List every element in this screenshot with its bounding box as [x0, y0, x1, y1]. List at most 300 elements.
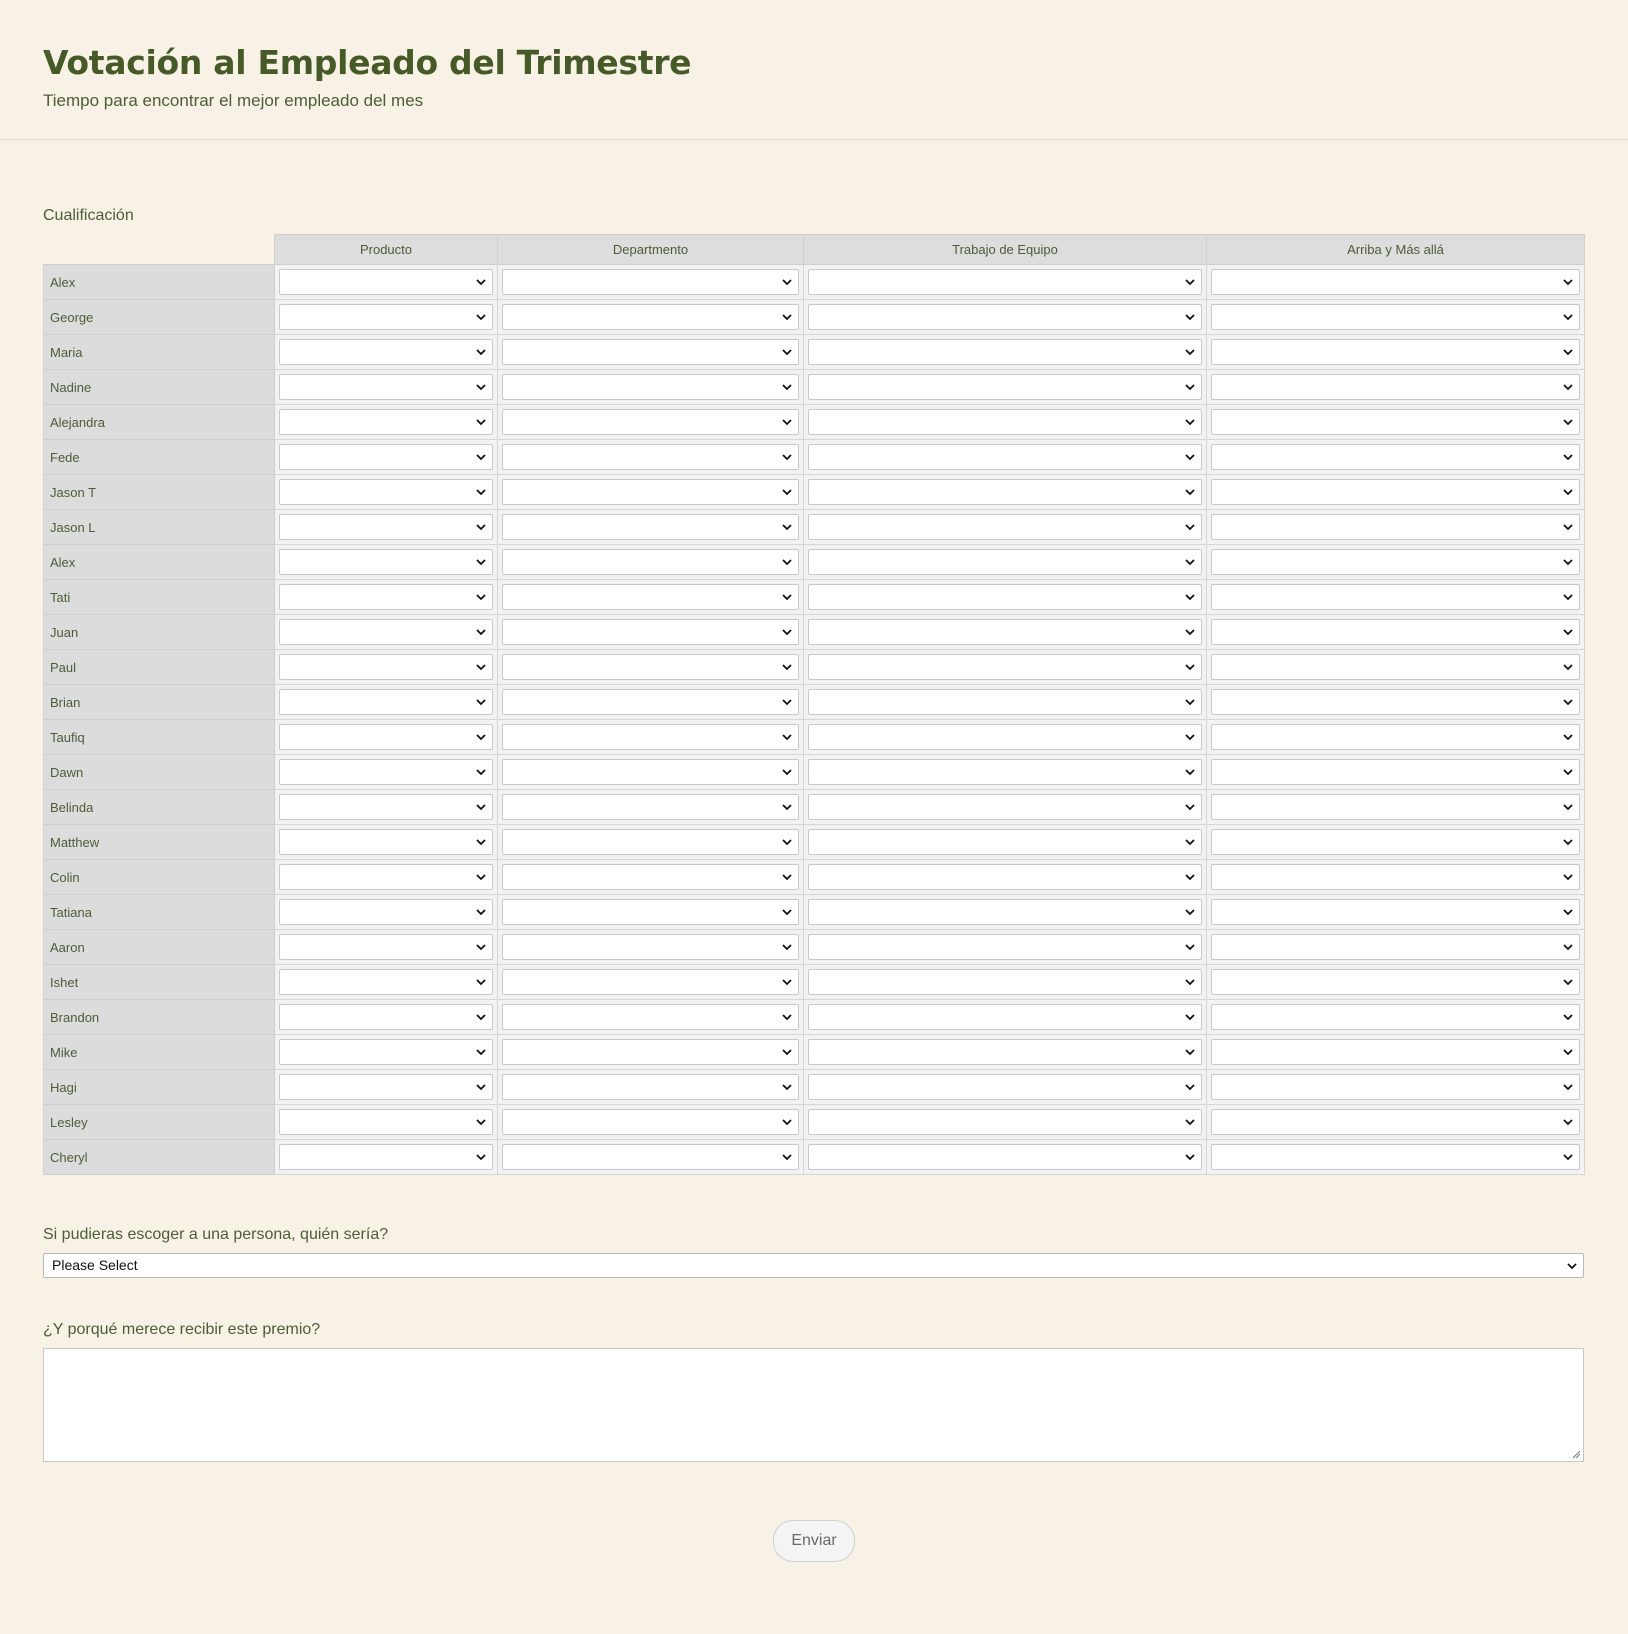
rating-select[interactable] — [1211, 864, 1580, 890]
employee-name: Brian — [44, 685, 275, 720]
rating-select[interactable] — [502, 864, 799, 890]
matrix-row — [44, 1070, 1585, 1105]
employee-name: Mike — [44, 1035, 275, 1070]
rating-select[interactable] — [279, 479, 493, 505]
rating-cell — [498, 1035, 804, 1070]
rating-select[interactable] — [502, 339, 799, 365]
resize-handle-icon[interactable] — [1572, 1450, 1581, 1459]
chevron-down-icon — [476, 1082, 486, 1092]
rating-select[interactable] — [502, 969, 799, 995]
chevron-down-icon — [1185, 662, 1195, 672]
chevron-down-icon — [476, 347, 486, 357]
rating-select[interactable] — [279, 759, 493, 785]
employee-name: Alejandra — [44, 405, 275, 440]
rating-cell — [804, 300, 1207, 335]
rating-cell — [275, 405, 498, 440]
rating-select[interactable] — [1211, 1039, 1580, 1065]
chevron-down-icon — [1563, 1082, 1573, 1092]
rating-select[interactable] — [502, 584, 799, 610]
chevron-down-icon — [782, 767, 792, 777]
chevron-down-icon — [476, 907, 486, 917]
rating-cell — [804, 405, 1207, 440]
chevron-down-icon — [1563, 662, 1573, 672]
matrix-row — [44, 300, 1585, 335]
rating-cell — [498, 475, 804, 510]
chevron-down-icon — [476, 487, 486, 497]
chevron-down-icon — [782, 837, 792, 847]
rating-select[interactable] — [808, 1144, 1202, 1170]
rating-cell — [804, 790, 1207, 825]
chevron-down-icon — [476, 557, 486, 567]
matrix-row — [44, 580, 1585, 615]
matrix-corner — [44, 235, 275, 265]
matrix-row — [44, 545, 1585, 580]
chevron-down-icon — [1563, 1117, 1573, 1127]
rating-cell — [498, 720, 804, 755]
chevron-down-icon — [476, 627, 486, 637]
rating-select[interactable] — [279, 339, 493, 365]
employee-name: Jason L — [44, 510, 275, 545]
rating-select[interactable] — [502, 689, 799, 715]
chevron-down-icon — [476, 732, 486, 742]
rating-cell — [1207, 790, 1585, 825]
chevron-down-icon — [1563, 837, 1573, 847]
rating-select[interactable] — [279, 934, 493, 960]
rating-select[interactable] — [502, 304, 799, 330]
chevron-down-icon — [1185, 592, 1195, 602]
rating-select[interactable] — [502, 1074, 799, 1100]
chevron-down-icon — [1185, 627, 1195, 637]
rating-select[interactable] — [279, 619, 493, 645]
rating-cell — [498, 370, 804, 405]
employee-name: Aaron — [44, 930, 275, 965]
rating-cell — [1207, 440, 1585, 475]
employee-name: Belinda — [44, 790, 275, 825]
rating-select[interactable] — [808, 829, 1202, 855]
rating-select[interactable] — [808, 654, 1202, 680]
rating-cell — [275, 615, 498, 650]
rating-cell — [804, 1105, 1207, 1140]
rating-select[interactable] — [279, 689, 493, 715]
rating-cell — [498, 300, 804, 335]
rating-select[interactable] — [1211, 339, 1580, 365]
chevron-down-icon — [1185, 557, 1195, 567]
chevron-down-icon — [782, 382, 792, 392]
rating-cell — [498, 860, 804, 895]
rating-select[interactable] — [502, 619, 799, 645]
matrix-row — [44, 1035, 1585, 1070]
rating-select[interactable] — [808, 514, 1202, 540]
rating-cell — [275, 720, 498, 755]
rating-cell — [1207, 1070, 1585, 1105]
chevron-down-icon — [1563, 697, 1573, 707]
chevron-down-icon — [1185, 767, 1195, 777]
rating-select[interactable] — [808, 794, 1202, 820]
rating-select[interactable] — [502, 409, 799, 435]
rating-cell — [1207, 965, 1585, 1000]
rating-cell — [275, 510, 498, 545]
matrix-row — [44, 475, 1585, 510]
matrix-row — [44, 650, 1585, 685]
chevron-down-icon — [782, 1152, 792, 1162]
rating-select[interactable] — [502, 1144, 799, 1170]
chevron-down-icon — [1563, 1047, 1573, 1057]
rating-cell — [275, 790, 498, 825]
rating-select[interactable] — [1211, 1109, 1580, 1135]
rating-select[interactable] — [1211, 759, 1580, 785]
rating-cell — [804, 895, 1207, 930]
rating-select[interactable] — [279, 829, 493, 855]
rating-select[interactable] — [502, 479, 799, 505]
rating-select[interactable] — [808, 1074, 1202, 1100]
rating-select[interactable] — [1211, 409, 1580, 435]
rating-select[interactable] — [279, 1109, 493, 1135]
rating-cell — [804, 335, 1207, 370]
rating-select[interactable] — [1211, 374, 1580, 400]
rating-cell — [1207, 650, 1585, 685]
rating-select[interactable] — [502, 899, 799, 925]
rating-cell — [275, 580, 498, 615]
chevron-down-icon — [1563, 1012, 1573, 1022]
chevron-down-icon — [1185, 907, 1195, 917]
rating-select[interactable] — [1211, 794, 1580, 820]
rating-cell — [275, 370, 498, 405]
rating-select[interactable] — [1211, 689, 1580, 715]
rating-select[interactable] — [502, 269, 799, 295]
chevron-down-icon — [782, 347, 792, 357]
rating-cell — [1207, 405, 1585, 440]
rating-cell — [275, 755, 498, 790]
rating-select[interactable] — [808, 969, 1202, 995]
chevron-down-icon — [782, 277, 792, 287]
rating-cell — [498, 615, 804, 650]
rating-select[interactable] — [279, 794, 493, 820]
rating-cell — [804, 545, 1207, 580]
chevron-down-icon — [1563, 347, 1573, 357]
rating-select[interactable] — [808, 1004, 1202, 1030]
rating-select[interactable] — [808, 1109, 1202, 1135]
rating-cell — [1207, 930, 1585, 965]
rating-cell — [1207, 685, 1585, 720]
rating-select[interactable] — [808, 864, 1202, 890]
chevron-down-icon — [782, 312, 792, 322]
rating-select[interactable] — [1211, 829, 1580, 855]
rating-select[interactable] — [279, 584, 493, 610]
chevron-down-icon — [1563, 277, 1573, 287]
rating-select[interactable] — [808, 899, 1202, 925]
chevron-down-icon — [782, 1012, 792, 1022]
rating-select[interactable] — [279, 269, 493, 295]
chevron-down-icon — [1185, 452, 1195, 462]
rating-cell — [804, 825, 1207, 860]
chevron-down-icon — [1185, 1082, 1195, 1092]
rating-cell — [275, 300, 498, 335]
rating-cell — [275, 1105, 498, 1140]
matrix-label: Cualificación — [43, 207, 134, 224]
chevron-down-icon — [476, 382, 486, 392]
employee-name: Juan — [44, 615, 275, 650]
chevron-down-icon — [782, 592, 792, 602]
rating-select[interactable] — [808, 724, 1202, 750]
rating-select[interactable] — [808, 584, 1202, 610]
chevron-down-icon — [476, 452, 486, 462]
rating-select[interactable] — [808, 479, 1202, 505]
page-subtitle: Tiempo para encontrar el mejor empleado del mes — [43, 91, 424, 110]
rating-cell — [498, 650, 804, 685]
rating-select[interactable] — [279, 1004, 493, 1030]
rating-select[interactable] — [502, 829, 799, 855]
employee-name: Alex — [44, 545, 275, 580]
rating-cell — [498, 405, 804, 440]
employee-name: Hagi — [44, 1070, 275, 1105]
chevron-down-icon — [1185, 837, 1195, 847]
chevron-down-icon — [782, 627, 792, 637]
rating-cell — [1207, 1035, 1585, 1070]
rating-cell — [804, 965, 1207, 1000]
employee-name: Cheryl — [44, 1140, 275, 1175]
rating-select[interactable] — [502, 724, 799, 750]
chevron-down-icon — [476, 1047, 486, 1057]
chevron-down-icon — [1563, 312, 1573, 322]
chevron-down-icon — [476, 277, 486, 287]
rating-cell — [1207, 265, 1585, 300]
rating-select[interactable] — [808, 1039, 1202, 1065]
rating-cell — [275, 825, 498, 860]
rating-select[interactable] — [1211, 304, 1580, 330]
matrix-row — [44, 825, 1585, 860]
rating-cell — [498, 335, 804, 370]
rating-select[interactable] — [808, 444, 1202, 470]
employee-name: Alex — [44, 265, 275, 300]
chevron-down-icon — [1563, 627, 1573, 637]
rating-cell — [1207, 510, 1585, 545]
chevron-down-icon — [476, 522, 486, 532]
rating-cell — [275, 545, 498, 580]
rating-select[interactable] — [1211, 969, 1580, 995]
matrix-row — [44, 965, 1585, 1000]
rating-cell — [498, 440, 804, 475]
rating-cell — [275, 1035, 498, 1070]
matrix-header-row — [44, 235, 1585, 265]
rating-select[interactable] — [1211, 269, 1580, 295]
chevron-down-icon — [1567, 1261, 1577, 1271]
rating-cell — [498, 755, 804, 790]
rating-select[interactable] — [808, 304, 1202, 330]
employee-name: Ishet — [44, 965, 275, 1000]
rating-select[interactable] — [808, 549, 1202, 575]
chevron-down-icon — [1185, 1012, 1195, 1022]
rating-select[interactable] — [808, 339, 1202, 365]
matrix-row — [44, 895, 1585, 930]
chevron-down-icon — [1563, 382, 1573, 392]
chevron-down-icon — [476, 662, 486, 672]
rating-cell — [275, 475, 498, 510]
rating-cell — [498, 965, 804, 1000]
matrix-row — [44, 615, 1585, 650]
rating-select[interactable] — [1211, 514, 1580, 540]
chevron-down-icon — [1185, 487, 1195, 497]
rating-select[interactable] — [808, 619, 1202, 645]
rating-select[interactable] — [1211, 1004, 1580, 1030]
rating-select[interactable] — [808, 269, 1202, 295]
employee-name: Nadine — [44, 370, 275, 405]
rating-select[interactable] — [279, 409, 493, 435]
rating-select[interactable] — [1211, 1074, 1580, 1100]
chevron-down-icon — [782, 452, 792, 462]
rating-select[interactable] — [279, 514, 493, 540]
rating-select[interactable] — [808, 759, 1202, 785]
rating-cell — [498, 545, 804, 580]
chevron-down-icon — [1563, 802, 1573, 812]
chevron-down-icon — [476, 767, 486, 777]
chevron-down-icon — [476, 872, 486, 882]
page-title: Votación al Empleado del Trimestre — [43, 43, 692, 82]
chevron-down-icon — [1563, 942, 1573, 952]
matrix-row — [44, 755, 1585, 790]
chevron-down-icon — [782, 522, 792, 532]
chevron-down-icon — [782, 802, 792, 812]
rating-select[interactable] — [279, 549, 493, 575]
rating-cell — [1207, 755, 1585, 790]
rating-select[interactable] — [502, 934, 799, 960]
rating-select[interactable] — [279, 304, 493, 330]
matrix-row — [44, 720, 1585, 755]
rating-select[interactable] — [279, 1144, 493, 1170]
rating-select[interactable] — [502, 794, 799, 820]
rating-cell — [275, 265, 498, 300]
rating-select[interactable] — [1211, 479, 1580, 505]
chevron-down-icon — [782, 697, 792, 707]
rating-select[interactable] — [502, 654, 799, 680]
rating-cell — [804, 720, 1207, 755]
rating-select[interactable] — [502, 1109, 799, 1135]
chevron-down-icon — [782, 942, 792, 952]
rating-cell — [275, 930, 498, 965]
pick-person-select[interactable] — [43, 1253, 1584, 1278]
chevron-down-icon — [782, 417, 792, 427]
rating-select[interactable] — [279, 444, 493, 470]
employee-name: Jason T — [44, 475, 275, 510]
rating-cell — [1207, 335, 1585, 370]
employee-name: Tati — [44, 580, 275, 615]
submit-area — [43, 1520, 1585, 1562]
chevron-down-icon — [1185, 977, 1195, 987]
rating-cell — [804, 1000, 1207, 1035]
rating-select[interactable] — [502, 374, 799, 400]
rating-select[interactable] — [1211, 1144, 1580, 1170]
rating-select[interactable] — [279, 1039, 493, 1065]
rating-select[interactable] — [502, 759, 799, 785]
chevron-down-icon — [1185, 1047, 1195, 1057]
chevron-down-icon — [476, 417, 486, 427]
rating-select[interactable] — [1211, 584, 1580, 610]
rating-select[interactable] — [279, 654, 493, 680]
rating-cell — [275, 1140, 498, 1175]
rating-cell — [1207, 475, 1585, 510]
employee-name: Tatiana — [44, 895, 275, 930]
rating-cell — [498, 1000, 804, 1035]
rating-cell — [275, 1000, 498, 1035]
matrix-row — [44, 860, 1585, 895]
rating-select[interactable] — [1211, 444, 1580, 470]
rating-select[interactable] — [808, 689, 1202, 715]
matrix-row — [44, 1000, 1585, 1035]
column-header: Trabajo de Equipo — [804, 235, 1207, 265]
rating-select[interactable] — [1211, 724, 1580, 750]
rating-select[interactable] — [808, 934, 1202, 960]
rating-select[interactable] — [502, 444, 799, 470]
submit-button[interactable]: Enviar — [773, 1520, 855, 1562]
rating-cell — [498, 685, 804, 720]
chevron-down-icon — [1185, 942, 1195, 952]
chevron-down-icon — [1185, 1117, 1195, 1127]
rating-cell — [804, 930, 1207, 965]
rating-select[interactable] — [279, 864, 493, 890]
chevron-down-icon — [1185, 382, 1195, 392]
chevron-down-icon — [476, 1117, 486, 1127]
rating-select[interactable] — [502, 1004, 799, 1030]
rating-cell — [1207, 720, 1585, 755]
rating-select[interactable] — [279, 899, 493, 925]
rating-cell — [275, 650, 498, 685]
rating-select[interactable] — [1211, 934, 1580, 960]
rating-select[interactable] — [808, 374, 1202, 400]
reason-textarea[interactable] — [43, 1348, 1584, 1462]
chevron-down-icon — [1563, 907, 1573, 917]
rating-select[interactable] — [1211, 619, 1580, 645]
rating-cell — [498, 1140, 804, 1175]
rating-select[interactable] — [502, 549, 799, 575]
employee-name: Maria — [44, 335, 275, 370]
rating-select[interactable] — [1211, 899, 1580, 925]
chevron-down-icon — [782, 1117, 792, 1127]
employee-name: Taufiq — [44, 720, 275, 755]
chevron-down-icon — [1185, 802, 1195, 812]
rating-cell — [498, 825, 804, 860]
rating-select[interactable] — [279, 969, 493, 995]
rating-cell — [1207, 895, 1585, 930]
chevron-down-icon — [1185, 697, 1195, 707]
chevron-down-icon — [782, 907, 792, 917]
rating-select[interactable] — [279, 724, 493, 750]
chevron-down-icon — [1185, 1152, 1195, 1162]
chevron-down-icon — [1563, 487, 1573, 497]
rating-cell — [804, 370, 1207, 405]
rating-select[interactable] — [502, 1039, 799, 1065]
chevron-down-icon — [782, 1082, 792, 1092]
chevron-down-icon — [1185, 312, 1195, 322]
rating-select[interactable] — [502, 514, 799, 540]
rating-select[interactable] — [1211, 654, 1580, 680]
rating-select[interactable] — [279, 1074, 493, 1100]
chevron-down-icon — [476, 942, 486, 952]
chevron-down-icon — [476, 802, 486, 812]
rating-cell — [498, 1070, 804, 1105]
rating-cell — [498, 265, 804, 300]
matrix-row — [44, 1140, 1585, 1175]
rating-select[interactable] — [1211, 549, 1580, 575]
rating-select[interactable] — [808, 409, 1202, 435]
chevron-down-icon — [476, 977, 486, 987]
employee-name: Lesley — [44, 1105, 275, 1140]
employee-name: Paul — [44, 650, 275, 685]
matrix-row — [44, 370, 1585, 405]
chevron-down-icon — [782, 557, 792, 567]
rating-select[interactable] — [279, 374, 493, 400]
employee-name: Brandon — [44, 1000, 275, 1035]
rating-cell — [804, 650, 1207, 685]
rating-cell — [1207, 300, 1585, 335]
